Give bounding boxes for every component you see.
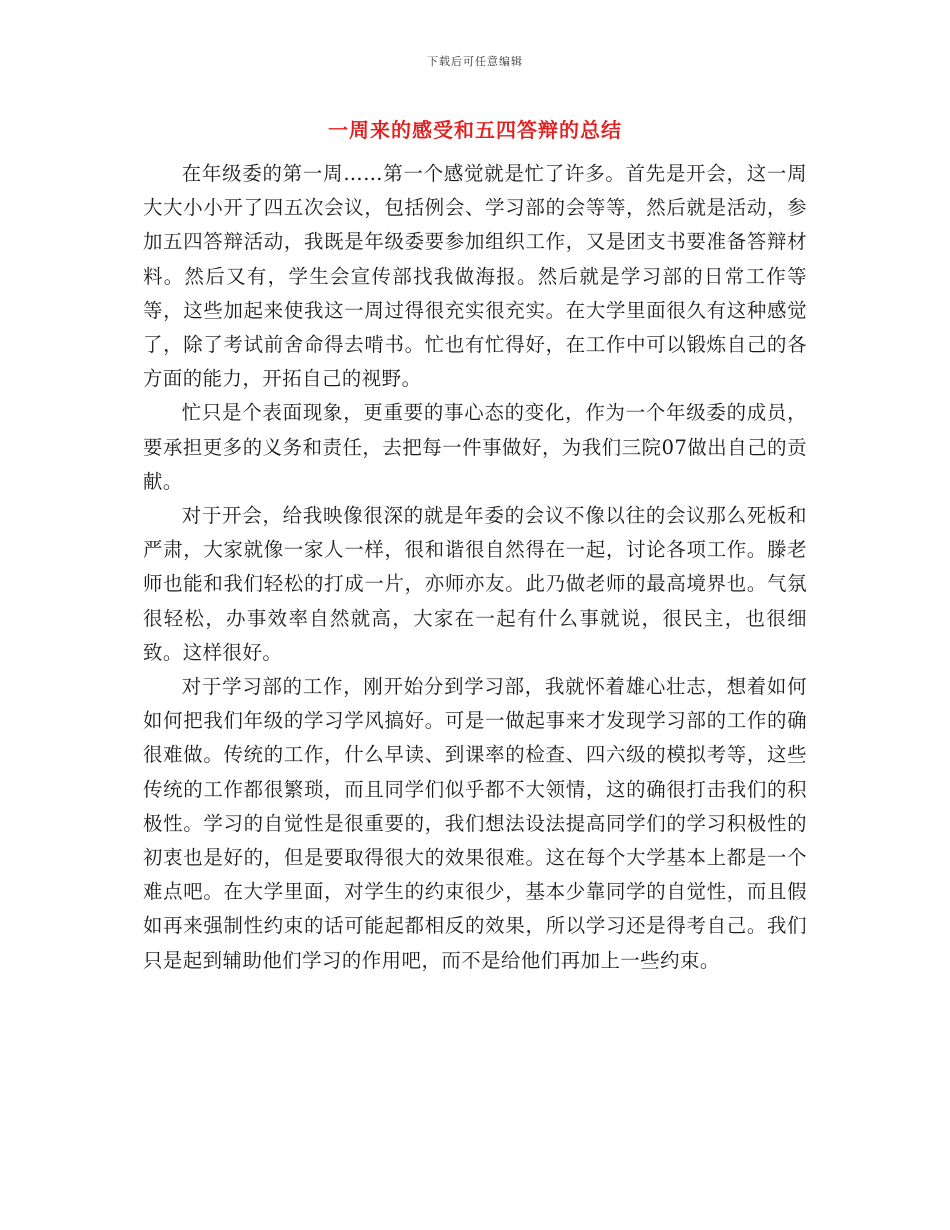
document-title: 一周来的感受和五四答辩的总结 [328,118,622,142]
paragraph-4: 对于学习部的工作，刚开始分到学习部，我就怀着雄心壮志，想着如何如何把我们年级的学习学风搞好。可是一做起事来才发现学习部的工作的确很难做。传统的工作，什么早读、到课率的检查、四六级的模拟考等，这些传统的工作都很繁琐，而且同学们似乎都不大领情，这的确很打击我们的积极性。学习的自觉性是很重要的，我们想法设法提高同学们的学习积极性的初衷也是好的，但是要取得很大的效果很难。这在每个大学基本上都是一个难点吧。在大学里面，对学生的约束很少，基本少靠同学的自觉性，而且假如再来强制性约束的话可能起都相反的效果，所以学习还是得考自己。我们只是起到辅助他们学习的作用吧，而不是给他们再加上一些约束。 [143,675,807,972]
document-body [143,157,807,978]
paragraph-3: 对于开会，给我映像很深的就是年委的会议不像以往的会议那么死板和严肃，大家就像一家人一样，很和谐很自然得在一起，讨论各项工作。滕老师也能和我们轻松的打成一片，亦师亦友。此乃做老师的最高境界也。气氛很轻松，办事效率自然就高，大家在一起有什么事就说，很民主，也很细致。这样很好。 [143,504,807,664]
paragraph-1: 在年级委的第一周……第一个感觉就是忙了许多。首先是开会，这一周大大小小开了四五次会议，包括例会、学习部的会等等，然后就是活动，参加五四答辩活动，我既是年级委要参加组织工作，又是团支书要准备答辩材料。然后又有，学生会宣传部找我做海报。然后就是学习部的日常工作等等，这些加起来使我这一周过得很充实很充实。在大学里面很久有这种感觉了，除了考试前舍命得去啃书。忙也有忙得好，在工作中可以锻炼自己的各方面的能力，开拓自己的视野。 [143,162,807,391]
paragraph-2: 忙只是个表面现象，更重要的事心态的变化，作为一个年级委的成员，要承担更多的义务和责任，去把每一件事做好，为我们三院07做出自己的贡献。 [143,401,807,493]
page-header: 下载后可任意编辑 [427,55,523,68]
